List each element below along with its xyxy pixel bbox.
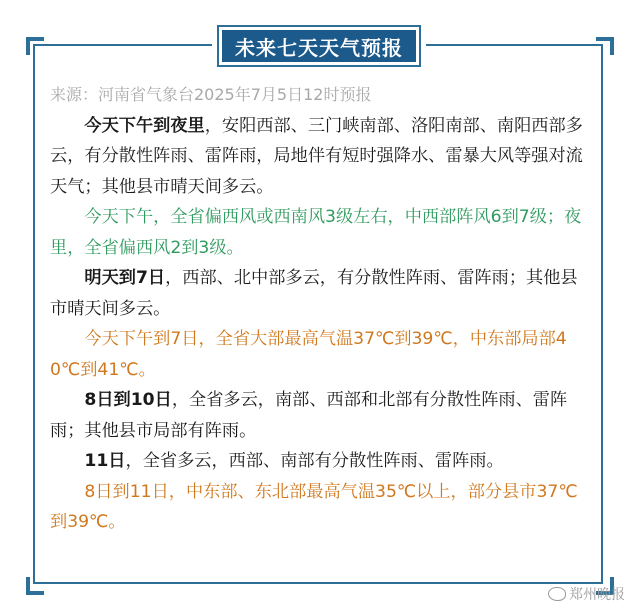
forecast-text: ，安阳西部、三门峡南部、洛阳南部、南阳西部多云，有分散性阵雨、雷阵雨，局地伴有短时强降水、雷暴大风等强对流天气；其他县市晴天间多云。 bbox=[50, 115, 583, 197]
forecast-text: ，全省多云，南部、西部和北部有分散性阵雨、雷阵雨；其他县市局部有阵雨。 bbox=[50, 390, 568, 441]
temperature-forecast-8th-to-11th: 8日到11日，中东部、东北部最高气温35℃以上，部分县市37℃到39℃。 bbox=[50, 481, 578, 532]
forecast-content bbox=[50, 80, 594, 538]
watermark bbox=[548, 584, 625, 604]
frame-corner-bottom-left bbox=[26, 577, 44, 595]
forecast-text: ，全省多云，西部、南部有分散性阵雨、雷阵雨。 bbox=[125, 451, 504, 471]
weibo-icon bbox=[548, 587, 566, 601]
frame-corner-top-right bbox=[596, 37, 614, 55]
title-badge bbox=[212, 20, 426, 72]
forecast-11th bbox=[50, 446, 594, 477]
watermark-text: 郑州晚报 bbox=[569, 587, 625, 603]
page-title: 未来七天天气预报 bbox=[222, 30, 416, 62]
period-label: 今天下午到夜里 bbox=[84, 115, 205, 136]
temperature-forecast-to-7th: 今天下午到7日，全省大部最高气温37℃到39℃，中东部局部40℃到41℃。 bbox=[50, 329, 567, 380]
frame-corner-top-left bbox=[26, 37, 44, 55]
title-box bbox=[217, 25, 421, 67]
source-line: 来源：河南省气象台2025年7月5日12时预报 bbox=[50, 85, 372, 104]
forecast-today-afternoon-night bbox=[50, 111, 594, 203]
period-label: 8日到10日 bbox=[84, 390, 172, 410]
forecast-text: ，西部、北中部多云，有分散性阵雨、雷阵雨；其他县市晴天间多云。 bbox=[50, 268, 578, 319]
forecast-8th-to-10th bbox=[50, 385, 594, 446]
wind-forecast: 今天下午，全省偏西风或西南风3级左右，中西部阵风6到7级；夜里，全省偏西风2到3级。 bbox=[50, 207, 582, 258]
forecast-tomorrow-to-7th bbox=[50, 263, 594, 324]
period-label: 11日 bbox=[84, 451, 126, 471]
period-label: 明天到7日 bbox=[84, 268, 166, 288]
